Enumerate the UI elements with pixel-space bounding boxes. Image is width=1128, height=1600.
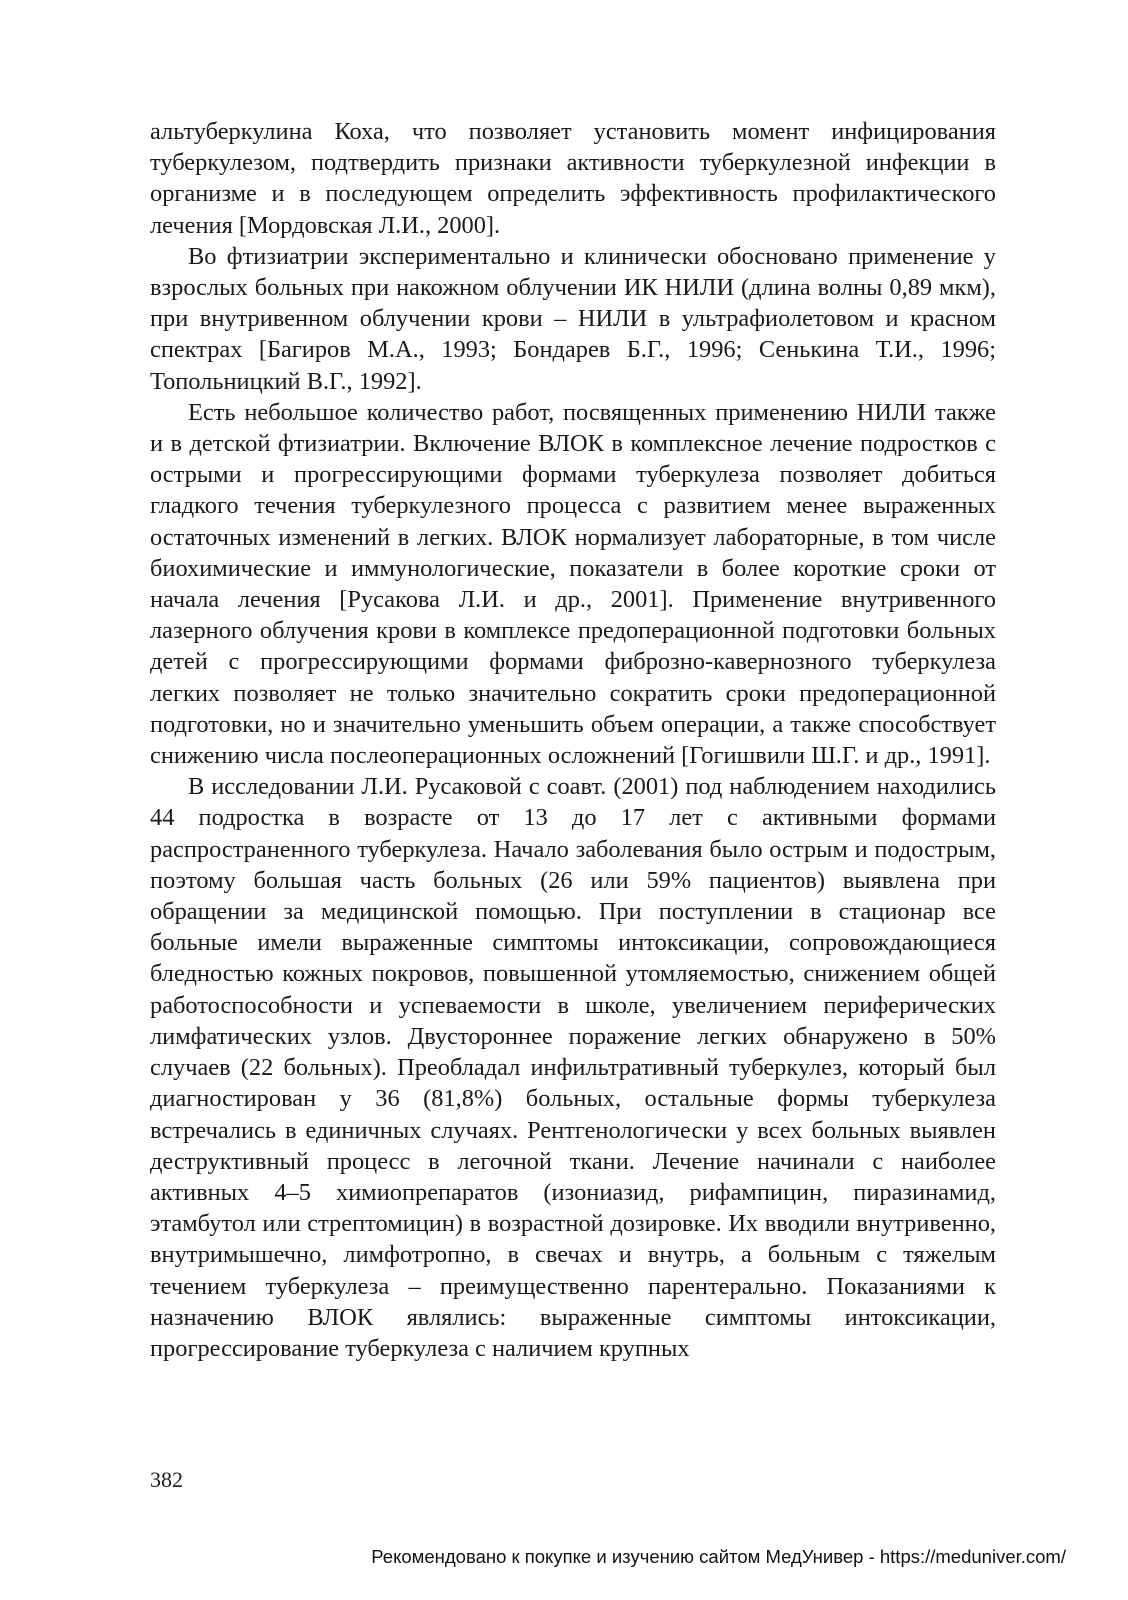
paragraph-rusakova-study: В исследовании Л.И. Русаковой с соавт. (2001) под наблюдением находились 44 подростка в возрасте от 13 до 17 лет с активными формами распространенного туберкулеза. Начало заболевания было острым и подострым, поэтому большая часть больных (26 или 59% пациентов) выявлена при обращении за медицинской помощью. При поступлении в стационар все больные имели выраженные симптомы интоксикации, сопровождающиеся бледностью кожных покровов, повышенной утомляемостью, снижением общей работоспособности и успеваемости в школе, увеличением периферических лимфатических узлов. Двустороннее поражение легких обнаружено в 50% случаев (22 больных). Преобладал инфильтративный туберкулез, который был диагностирован у 36 (81,8%) больных, остальные формы туберкулеза встречались в единичных случаях. Рентгенологически у всех больных выявлен деструктивный процесс в легочной ткани. Лечение начинали с наиболее активных 4–5 химиопрепаратов (изониазид, рифампицин, пиразинамид, этамбутол или стрептомицин) в возрастной дозировке. Их вводили внутривенно, внутримышечно, лимфотропно, в свечах и внутрь, а больным с тяжелым течением туберкулеза – преимущественно парентерально. Показаниями к назначению ВЛОК являлись: выраженные симптомы интоксикации, прогрессирование туберкулеза с наличием крупных	[150, 773, 996, 1362]
page-body	[150, 116, 996, 1364]
page-number: 382	[150, 1467, 183, 1492]
footer-recommendation: Рекомендовано к покупке и изучению сайтом МедУнивер - https://meduniver.com/	[371, 1546, 1066, 1567]
paragraph-pediatric-phthisiology: Есть небольшое количество работ, посвященных применению НИЛИ также и в детской фтизиатрии. Включение ВЛОК в комплексное лечение подростков с острыми и прогрессирующими формами туберкулеза позволяет добиться гладкого течения туберкулезного процесса с развитием менее выраженных остаточных изменений в легких. ВЛОК нормализует лабораторные, в том числе биохимические и иммунологические, показатели в более короткие сроки от начала лечения [Русакова Л.И. и др., 2001]. Применение внутривенного лазерного облучения крови в комплексе предоперационной подготовки больных детей с прогрессирующими формами фиброзно-кавернозного туберкулеза легких позволяет не только значительно сократить сроки предоперационной подготовки, но и значительно уменьшить объем операции, а также способствует снижению числа послеоперационных осложнений [Гогишвили Ш.Г. и др., 1991].	[150, 398, 996, 770]
paragraph-phthisiology-adults: Во фтизиатрии экспериментально и клинически обосновано применение у взрослых больных при накожном облучении ИК НИЛИ (длина волны 0,89 мкм), при внутривенном облучении крови – НИЛИ в ультрафиолетовом и красном спектрах [Багиров М.А., 1993; Бондарев Б.Г., 1996; Сенькина Т.И., 1996; Топольницкий В.Г., 1992].	[150, 242, 996, 395]
paragraph-continuation: альтуберкулина Коха, что позволяет установить момент инфицирования туберкулезом, подтвердить признаки активности туберкулезной инфекции в организме и в последующем определить эффективность профилактического лечения [Мордовская Л.И., 2000].	[150, 118, 996, 239]
